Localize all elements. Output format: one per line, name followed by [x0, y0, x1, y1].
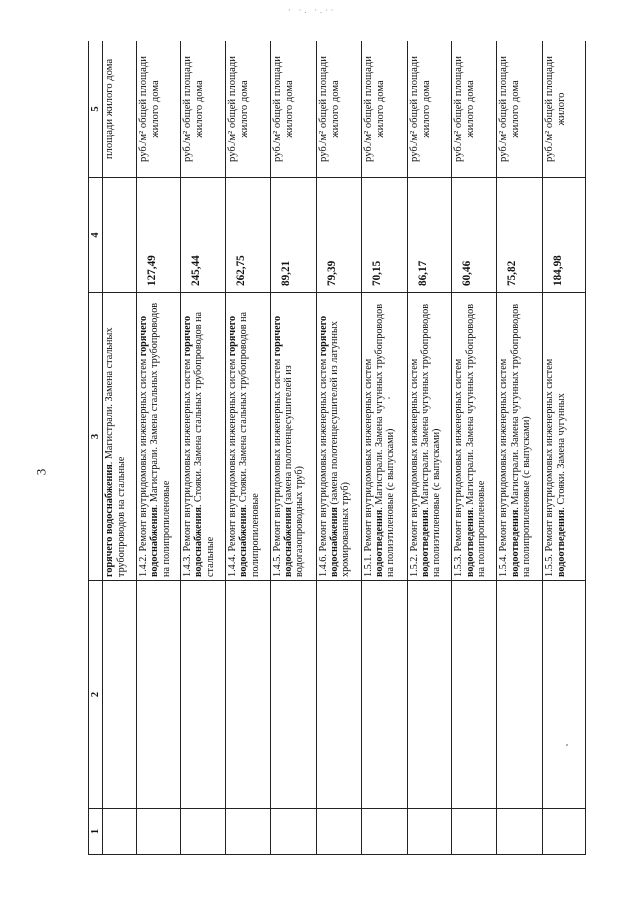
unit-value: руб./м² общей площади жилого дома — [180, 41, 225, 178]
unit-value: руб./м² общей площади жилого — [543, 41, 586, 178]
system-name: водоотведения — [373, 509, 385, 577]
unit-value: руб./м² общей площади жилого дома — [270, 41, 316, 178]
unit-value: руб./м² общей площади жилого дома — [497, 41, 543, 178]
cell-col1 — [103, 809, 137, 855]
system-name: горячего водоснабжения — [104, 464, 116, 577]
page-number: 3 — [33, 468, 49, 476]
description-rest: (замена полотенцесушителей из водогазопроводных труб) — [283, 365, 306, 577]
unit-value: руб./м² общей площади жилого дома — [225, 41, 270, 178]
unit-value: руб./м² общей площади жилого дома — [407, 41, 452, 178]
table-row — [225, 41, 270, 855]
table-row — [452, 41, 497, 855]
description-rest: . Стояки. Замена стальных трубопроводов на стальные — [193, 311, 216, 577]
cell-col2 — [270, 581, 316, 809]
scan-specks: · ·. ·.·· — [288, 6, 337, 15]
cell-col2 — [103, 581, 137, 809]
work-description — [452, 293, 497, 581]
unit-value: руб./м² общей площади жилого дома — [137, 41, 181, 178]
header-cell: 1 — [89, 809, 103, 855]
system-name: горячего водоснабжения — [317, 315, 341, 577]
price-value: 75,82 — [497, 178, 543, 293]
description-prefix: 1.5.1. Ремонт внутридомовых инженерных систем — [362, 358, 374, 577]
cell-col1 — [180, 809, 225, 855]
unit-value: руб./м² общей площади жилого дома — [316, 41, 361, 178]
description-rest: (замена полотенцесушителей из латунных хромированных труб) — [329, 321, 352, 577]
price-value: 60,46 — [452, 178, 497, 293]
table-wrapper — [88, 41, 586, 855]
system-name: водоотведения — [419, 509, 431, 577]
table-row — [316, 41, 361, 855]
description-rest: . Стояки. Замена чугунных — [555, 393, 567, 510]
cell-col1 — [497, 809, 543, 855]
header-cell: 2 — [89, 581, 103, 809]
price-value: 262,75 — [225, 178, 270, 293]
header-cell: 4 — [89, 178, 103, 293]
table-row — [180, 41, 225, 855]
cell-col2 — [137, 581, 181, 809]
header-cell: 5 — [89, 41, 103, 178]
table-row — [543, 41, 586, 855]
cell-col1 — [452, 809, 497, 855]
cell-col2 — [361, 581, 407, 809]
description-prefix: 1.4.5. Ремонт внутридомовых инженерных систем — [271, 356, 283, 577]
description-prefix: 1.5.4. Ремонт внутридомовых инженерных систем — [498, 358, 510, 577]
unit-value: площади жилого дома — [103, 41, 137, 178]
price-value: 245,44 — [180, 178, 225, 293]
header-cell: 3 — [89, 293, 103, 581]
cell-col2 — [452, 581, 497, 809]
price-value: 89,21 — [270, 178, 316, 293]
price-value: 184,98 — [543, 178, 586, 293]
header-row — [89, 41, 103, 855]
cell-col2 — [407, 581, 452, 809]
price-value: 86,17 — [407, 178, 452, 293]
work-description — [270, 293, 316, 581]
description-prefix: 1.4.2. Ремонт внутридомовых инженерных систем — [138, 356, 150, 577]
system-name: водоотведения — [509, 509, 521, 577]
description-prefix: 1.4.4. Ремонт внутридомовых инженерных систем — [226, 356, 238, 577]
description-prefix: 1.5.5. Ремонт внутридомовых инженерных систем — [544, 358, 556, 577]
work-description — [361, 293, 407, 581]
cell-col1 — [361, 809, 407, 855]
system-name: горячего водоснабжения — [226, 315, 250, 577]
system-name: водоотведения — [464, 509, 476, 577]
work-description — [103, 293, 137, 581]
description-rest: . Стояки. Замена стальных трубопроводов на полипропиленовые — [238, 311, 261, 577]
table-row — [497, 41, 543, 855]
description-rest: . Магистрали. Замена стальных трубопроводов на полипропиленовые — [149, 302, 172, 577]
table-row — [361, 41, 407, 855]
system-name: горячего водоснабжения — [181, 315, 205, 577]
system-name: горячего водоснабжения — [271, 315, 295, 577]
price-value: 79,39 — [316, 178, 361, 293]
cell-col2 — [180, 581, 225, 809]
cell-col1 — [225, 809, 270, 855]
description-rest: . Магистрали. Замена чугунных трубопроводов на полипропиленовые — [464, 303, 488, 577]
description-prefix: 1.5.2. Ремонт внутридомовых инженерных систем — [408, 358, 420, 577]
table-row — [103, 41, 137, 855]
description-rest: . Магистрали. Замена стальных трубопроводов на стальные — [104, 327, 127, 577]
cell-col2 — [497, 581, 543, 809]
cell-col2 — [316, 581, 361, 809]
work-description — [137, 293, 181, 581]
cell-col1 — [543, 809, 586, 855]
cell-col2 — [225, 581, 270, 809]
price-value: 70,15 — [361, 178, 407, 293]
system-name: горячего водоснабжения — [138, 315, 161, 577]
description-rest: . Магистрали. Замена чугунных трубопроводов на полиэтиленовые (с выпусками) — [419, 303, 443, 577]
cell-col1 — [316, 809, 361, 855]
table-row — [270, 41, 316, 855]
cell-col2 — [543, 581, 586, 809]
work-description — [316, 293, 361, 581]
description-prefix: 1.4.6. Ремонт внутридомовых инженерных систем — [317, 356, 329, 577]
table-row — [137, 41, 181, 855]
price-value — [103, 178, 137, 293]
cell-col1 — [270, 809, 316, 855]
description-prefix: 1.4.3. Ремонт внутридомовых инженерных систем — [181, 356, 193, 577]
work-description — [407, 293, 452, 581]
price-value: 127,49 — [137, 178, 181, 293]
description-rest: . Магистрали. Замена чугунных трубопроводов на полиэтиленовые (с выпусками) — [373, 303, 397, 577]
tariff-table — [88, 41, 586, 855]
unit-value: руб./м² общей площади жилого дома — [452, 41, 497, 178]
rotated-table-area — [88, 41, 586, 855]
work-description — [180, 293, 225, 581]
description-prefix: 1.5.3. Ремонт внутридомовых инженерных систем — [453, 358, 465, 577]
work-description — [225, 293, 270, 581]
work-description — [497, 293, 543, 581]
description-rest: . Магистрали. Замена чугунных трубопроводов на полипропиленовые (с выпусками) — [509, 303, 533, 577]
unit-value: руб./м² общей площади жилого дома — [361, 41, 407, 178]
table-row — [407, 41, 452, 855]
system-name: водоотведения — [555, 509, 567, 577]
cell-col1 — [137, 809, 181, 855]
work-description — [543, 293, 586, 581]
cell-col1 — [407, 809, 452, 855]
